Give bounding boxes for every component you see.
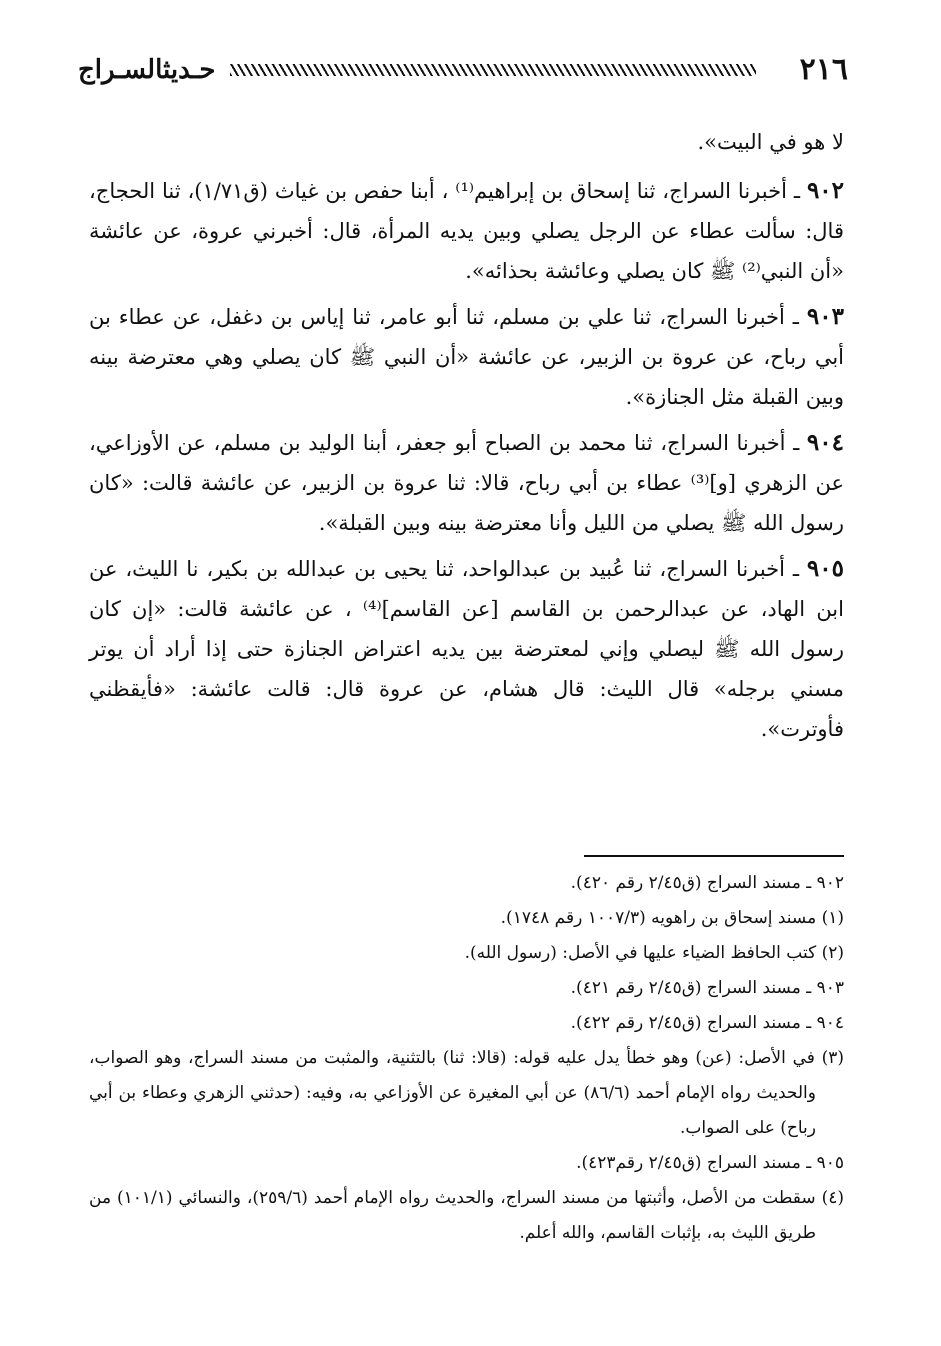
paragraph-text: لا هو في البيت». (697, 130, 844, 154)
hadith-text: ـ أخبرنا السراج، ثنا محمد بن الصباح أبو جعفر، أبنا الوليد بن مسلم، عن الأوزاعي، عن الزهري [و]⁽³⁾ عطاء بن أبي رباح، قالا: ثنا عروة بن الزبير، عن عائشة قالت: «كان رسول الله ﷺ يصلي من الليل وأنا معترضة بينه وبين القبلة». (89, 431, 844, 535)
page-number: ٢١٦ (799, 52, 848, 87)
body-text (89, 122, 844, 755)
footnote: (٢) كتب الحافظ الضياء عليها في الأصل: (رسول الله). (464, 943, 844, 963)
footnote: (٤) سقطت من الأصل، وأثبتها من مسند السراج، والحديث رواه الإمام أحمد (٢٥٩/٦)، والنسائي (١٠١/١) من طريق الليث به، بإثبات القاسم، والله أعلم. (89, 1188, 844, 1243)
paragraph-continuation (89, 122, 844, 162)
footnote: ٩٠٤ ـ مسند السراج (ق٢/٤٥ رقم ٤٢٢). (570, 1013, 844, 1033)
hadith-number: ٩٠٤ (806, 429, 844, 456)
footnotes (89, 866, 844, 1251)
page-header (78, 48, 848, 92)
footnote: (٣) في الأصل: (عن) وهو خطأ يدل عليه قوله: (قالا: ثنا) بالتثنية، والمثبت من مسند السراج، وهو الصواب، والحديث رواه الإمام أحمد (٨٦/٦) عن أبي المغيرة عن الأوزاعي به، وفيه: (حدثني الزهري وعطاء بن أبي رباح) على الصواب. (89, 1048, 844, 1138)
hadith-904 (89, 423, 844, 543)
footnote: ٩٠٥ ـ مسند السراج (ق٢/٤٥ رقم٤٢٣). (576, 1153, 844, 1173)
hadith-number: ٩٠٢ (806, 177, 844, 204)
hadith-text: ـ أخبرنا السراج، ثنا عُبيد بن عبدالواحد، ثنا يحيى بن عبدالله بن بكير، نا الليث، عن ابن الهاد، عن عبدالرحمن بن القاسم [عن القاسم]⁽⁴⁾ ، عن عائشة قالت: «إن كان رسول الله ﷺ ليصلي وإني لمعترضة بين يديه اعتراض الجنازة حتى إذا أراد أن يوتر مسني برجله» قال الليث: قال هشام، عن عروة قال: قالت عائشة: «فأيقظني فأوترت». (89, 557, 844, 741)
hadith-905 (89, 549, 844, 749)
footnote: (١) مسند إسحاق بن راهويه (١٠٠٧/٣ رقم ١٧٤٨). (500, 908, 844, 928)
header-ornament-rule (230, 64, 756, 76)
hadith-text: ـ أخبرنا السراج، ثنا علي بن مسلم، ثنا أبو عامر، ثنا إياس بن دغفل، عن عطاء بن أبي رباح، عن عروة بن الزبير، عن عائشة «أن النبي ﷺ كان يصلي وهي معترضة بينه وبين القبلة مثل الجنازة». (89, 305, 844, 409)
hadith-number: ٩٠٣ (806, 303, 844, 330)
hadith-903 (89, 297, 844, 417)
footnote-divider (584, 855, 844, 857)
running-book-title: حـديثالسـراج (78, 55, 216, 85)
hadith-number: ٩٠٥ (806, 555, 844, 582)
hadith-text: ـ أخبرنا السراج، ثنا إسحاق بن إبراهيم⁽¹⁾ ، أبنا حفص بن غياث (ق١/٧١)، ثنا الحجاج، قال: سألت عطاء عن الرجل يصلي وبين يديه المرأة، قال: أخبرني عروة، عن عائشة «أن النبي⁽²⁾ ﷺ كان يصلي وعائشة بحذائه». (89, 179, 844, 283)
footnote: ٩٠٣ ـ مسند السراج (ق٢/٤٥ رقم ٤٢١). (570, 978, 844, 998)
footnote: ٩٠٢ ـ مسند السراج (ق٢/٤٥ رقم ٤٢٠). (570, 873, 844, 893)
hadith-902 (89, 171, 844, 291)
